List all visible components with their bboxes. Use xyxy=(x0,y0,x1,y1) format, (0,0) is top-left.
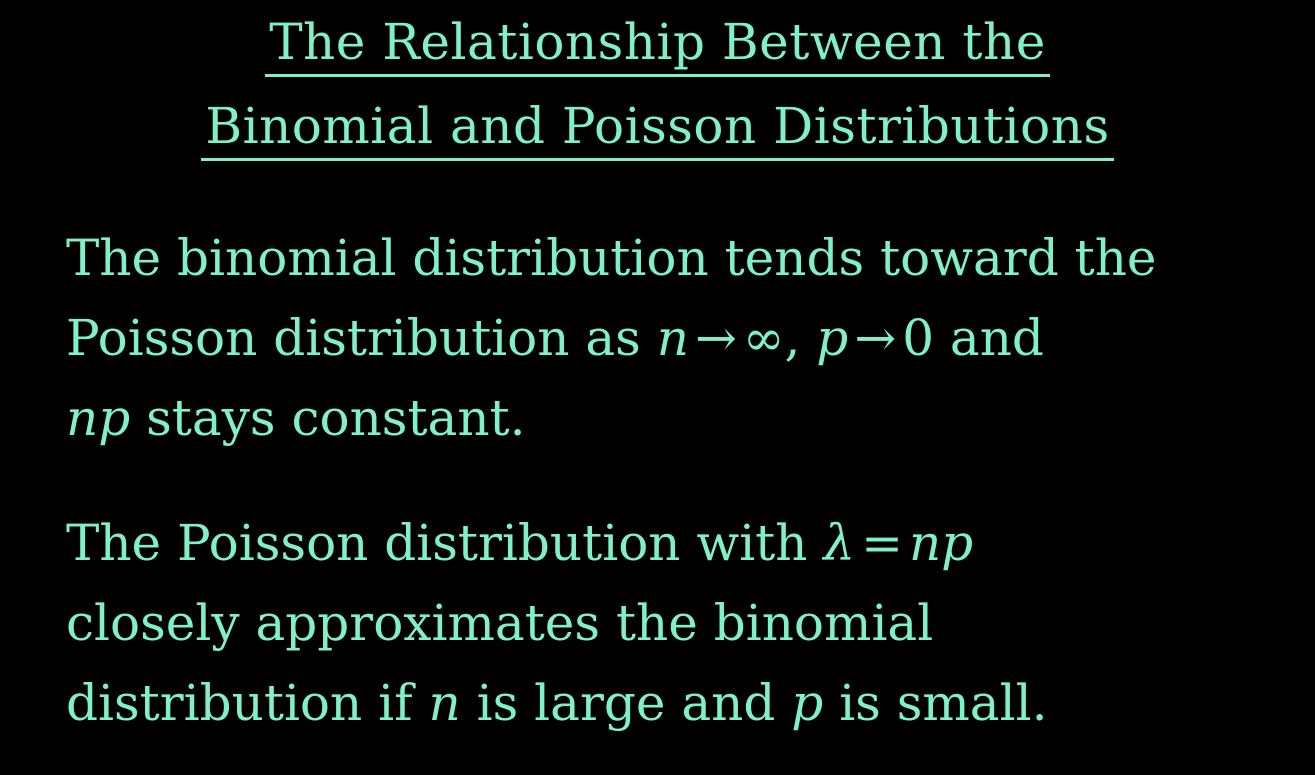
arrow-symbol: → xyxy=(694,309,737,367)
paragraph-binomial-limit xyxy=(66,218,1266,458)
para1-line-3 xyxy=(66,378,1266,458)
infinity-symbol: ∞, xyxy=(742,309,801,367)
title-line-2 xyxy=(0,96,1315,161)
para1-line-3-text: stays constant. xyxy=(130,389,526,447)
para2-line-3-text-a: distribution if xyxy=(66,674,429,732)
math-p: p xyxy=(816,309,849,367)
para2-line-3-text-b: is large and xyxy=(460,674,792,732)
math-n: n xyxy=(656,309,689,367)
arrow-symbol-2: → xyxy=(854,309,897,367)
para2-line-1 xyxy=(66,503,1266,583)
math-p-2: p xyxy=(791,674,824,732)
math-lambda: λ xyxy=(823,514,856,572)
para1-line-2 xyxy=(66,298,1266,378)
paragraph-poisson-approximation xyxy=(66,503,1266,743)
title-line-2-text: Binomial and Poisson Distributions xyxy=(201,96,1113,161)
math-n-2: n xyxy=(428,674,461,732)
math-np: np xyxy=(66,389,131,447)
para2-line-2: closely approximates the binomial xyxy=(66,594,934,652)
para2-line-3 xyxy=(66,663,1266,743)
para1-line-2-end: 0 and xyxy=(902,309,1044,367)
para1-line-1: The binomial distribution tends toward the xyxy=(66,229,1157,287)
para1-line-2-text: Poisson distribution as xyxy=(66,309,657,367)
title-line-1-text: The Relationship Between the xyxy=(265,12,1050,77)
math-np-2: np xyxy=(908,514,974,572)
equals-symbol: = xyxy=(861,514,903,572)
para2-line-1-text: The Poisson distribution with xyxy=(66,514,824,572)
para2-line-3-text-c: is small. xyxy=(823,674,1048,732)
title-line-1 xyxy=(0,12,1315,77)
